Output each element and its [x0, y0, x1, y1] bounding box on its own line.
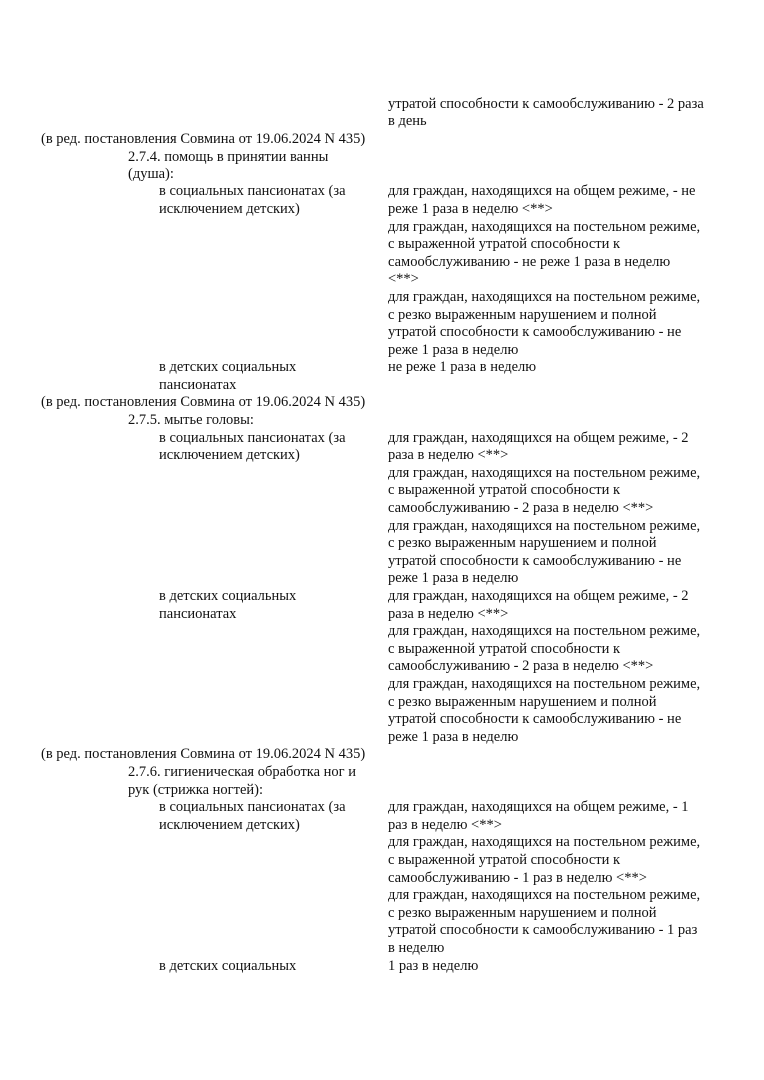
service-frequency-line: самообслуживанию - 1 раз в неделю <**> [388, 870, 647, 886]
service-frequency-line: для граждан, находящихся на постельном режиме, [388, 676, 701, 692]
institution-type-line: исключением детских) [159, 447, 300, 463]
institution-type-line: в детских социальных [159, 359, 297, 375]
service-frequency-line: 1 раз в неделю [388, 958, 479, 974]
service-frequency-line: с выраженной утратой способности к [388, 236, 621, 252]
institution-type-line: в социальных пансионатах (за [159, 430, 346, 446]
service-frequency-line: для граждан, находящихся на постельном режиме, [388, 219, 701, 235]
service-frequency-line: не реже 1 раза в неделю [388, 359, 537, 375]
amendment-note-line: (в ред. постановления Совмина от 19.06.2024 N 435) [41, 394, 366, 410]
institution-type-line: в социальных пансионатах (за [159, 799, 346, 815]
institution-type-line: пансионатах [159, 377, 237, 393]
service-frequency-line: реже 1 раза в неделю <**> [388, 201, 553, 217]
service-frequency-line: реже 1 раза в неделю [388, 342, 519, 358]
service-frequency-line: утратой способности к самообслуживанию - не [388, 711, 682, 727]
institution-type-line: исключением детских) [159, 201, 300, 217]
service-frequency-line: для граждан, находящихся на постельном режиме, [388, 289, 701, 305]
service-frequency-line: для граждан, находящихся на общем режиме, - 2 [388, 430, 689, 446]
section-heading-line: 2.7.5. мытье головы: [128, 412, 254, 428]
institution-type-line: исключением детских) [159, 817, 300, 833]
service-frequency-line: раза в неделю <**> [388, 447, 509, 463]
service-frequency-line: утратой способности к самообслуживанию - 2 раза [388, 96, 704, 112]
service-frequency-line: самообслуживанию - 2 раза в неделю <**> [388, 658, 654, 674]
service-frequency-line: утратой способности к самообслуживанию - не [388, 553, 682, 569]
service-frequency-line: с резко выраженным нарушением и полной [388, 307, 657, 323]
service-frequency-line: для граждан, находящихся на общем режиме, - не [388, 183, 696, 199]
institution-type-line: в социальных пансионатах (за [159, 183, 346, 199]
service-frequency-line: раза в неделю <**> [388, 606, 509, 622]
section-heading-line: 2.7.6. гигиеническая обработка ног и [128, 764, 357, 780]
service-frequency-line: для граждан, находящихся на общем режиме, - 2 [388, 588, 689, 604]
service-frequency-line: для граждан, находящихся на постельном режиме, [388, 465, 701, 481]
service-frequency-line: для граждан, находящихся на постельном режиме, [388, 834, 701, 850]
section-heading-line: рук (стрижка ногтей): [128, 782, 264, 798]
service-frequency-line: утратой способности к самообслуживанию - не [388, 324, 682, 340]
institution-type-line: в детских социальных [159, 588, 297, 604]
service-frequency-line: с выраженной утратой способности к [388, 641, 621, 657]
service-frequency-line: для граждан, находящихся на постельном режиме, [388, 623, 701, 639]
service-frequency-line: с резко выраженным нарушением и полной [388, 535, 657, 551]
service-frequency-line: раз в неделю <**> [388, 817, 502, 833]
service-frequency-line: <**> [388, 271, 419, 287]
service-frequency-line: с выраженной утратой способности к [388, 852, 621, 868]
service-frequency-line: реже 1 раза в неделю [388, 729, 519, 745]
service-frequency-line: самообслуживанию - не реже 1 раза в неделю [388, 254, 671, 270]
institution-type-line: в детских социальных [159, 958, 297, 974]
service-frequency-line: с выраженной утратой способности к [388, 482, 621, 498]
service-frequency-line: в неделю [388, 940, 445, 956]
institution-type-line: пансионатах [159, 606, 237, 622]
service-frequency-line: самообслуживанию - 2 раза в неделю <**> [388, 500, 654, 516]
amendment-note-line: (в ред. постановления Совмина от 19.06.2024 N 435) [41, 131, 366, 147]
service-frequency-line: утратой способности к самообслуживанию - 1 раз [388, 922, 698, 938]
service-frequency-line: реже 1 раза в неделю [388, 570, 519, 586]
amendment-note-line: (в ред. постановления Совмина от 19.06.2024 N 435) [41, 746, 366, 762]
service-frequency-line: для граждан, находящихся на общем режиме, - 1 [388, 799, 689, 815]
section-heading-line: 2.7.4. помощь в принятии ванны [128, 149, 329, 165]
service-frequency-line: для граждан, находящихся на постельном режиме, [388, 518, 701, 534]
service-frequency-line: в день [388, 113, 427, 129]
service-frequency-line: с резко выраженным нарушением и полной [388, 694, 657, 710]
section-heading-line: (душа): [128, 166, 174, 182]
service-frequency-line: с резко выраженным нарушением и полной [388, 905, 657, 921]
service-frequency-line: для граждан, находящихся на постельном режиме, [388, 887, 701, 903]
